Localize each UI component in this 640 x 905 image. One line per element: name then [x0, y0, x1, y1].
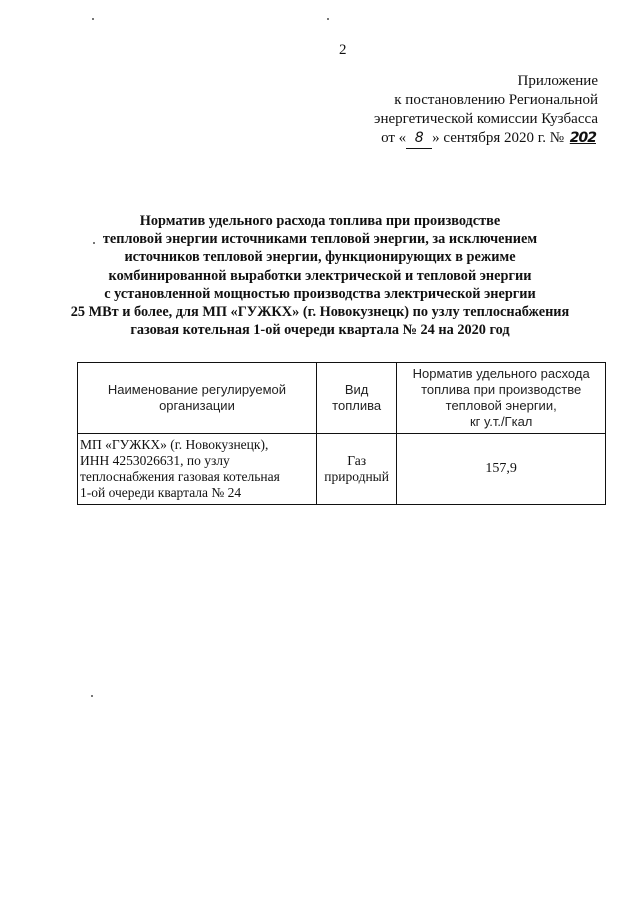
header-text: Норматив удельного расхода — [412, 366, 590, 381]
handwritten-day: 8 — [406, 129, 432, 149]
title-line: комбинированной выработки электрической и тепловой энергии — [108, 267, 532, 284]
cell-text: природный — [324, 469, 389, 484]
appendix-header — [298, 72, 598, 149]
header-text: топлива — [332, 398, 382, 413]
title-line: газовая котельная 1-ой очереди квартала № 24 на 2020 год — [130, 322, 510, 339]
scan-speck — [91, 695, 93, 697]
appendix-line: энергетической комиссии Кузбасса — [374, 111, 598, 127]
table-header-row — [78, 363, 606, 434]
header-text: топлива при производстве — [421, 382, 582, 397]
page-number: 2 — [339, 42, 347, 58]
cell-norm-value: 157,9 — [397, 434, 606, 505]
header-text: организации — [159, 398, 235, 413]
date-middle: » сентября 2020 г. № — [432, 130, 565, 146]
document-title — [20, 212, 620, 339]
table-row — [78, 434, 606, 505]
header-norm — [397, 363, 606, 434]
appendix-line: к постановлению Региональной — [394, 92, 598, 108]
cell-fuel — [316, 434, 396, 505]
header-text: кг у.т./Гкал — [469, 414, 533, 429]
title-line: тепловой энергии источниками тепловой энергии, за исключением — [102, 231, 538, 248]
header-text: Наименование регулируемой — [107, 382, 286, 397]
norm-table — [77, 362, 606, 505]
date-prefix: от « — [381, 130, 407, 146]
scan-speck — [92, 18, 94, 20]
title-line: Норматив удельного расхода топлива при производстве — [139, 213, 501, 229]
handwritten-number: 202 — [569, 130, 596, 146]
cell-text: Газ — [347, 453, 367, 468]
header-text: тепловой энергии, — [445, 398, 557, 413]
cell-text: ИНН 4253026631, по узлу — [80, 453, 230, 468]
title-line: с установленной мощностью производства электрической энергии — [104, 285, 536, 302]
cell-organization — [78, 434, 317, 505]
cell-text: МП «ГУЖКХ» (г. Новокузнецк), — [80, 437, 269, 452]
appendix-date-line — [298, 129, 598, 149]
cell-text: теплоснабжения газовая котельная — [80, 469, 280, 484]
header-organization — [78, 363, 317, 434]
header-fuel — [316, 363, 396, 434]
cell-text: 1-ой очереди квартала № 24 — [80, 485, 242, 500]
appendix-title: Приложение — [517, 73, 598, 89]
scan-speck — [327, 18, 329, 20]
header-text: Вид — [344, 382, 369, 397]
title-line: 25 МВт и более, для МП «ГУЖКХ» (г. Новокузнецк) по узлу теплоснабжения — [70, 304, 570, 321]
title-line: источников тепловой энергии, функционирующих в режиме — [124, 249, 516, 266]
